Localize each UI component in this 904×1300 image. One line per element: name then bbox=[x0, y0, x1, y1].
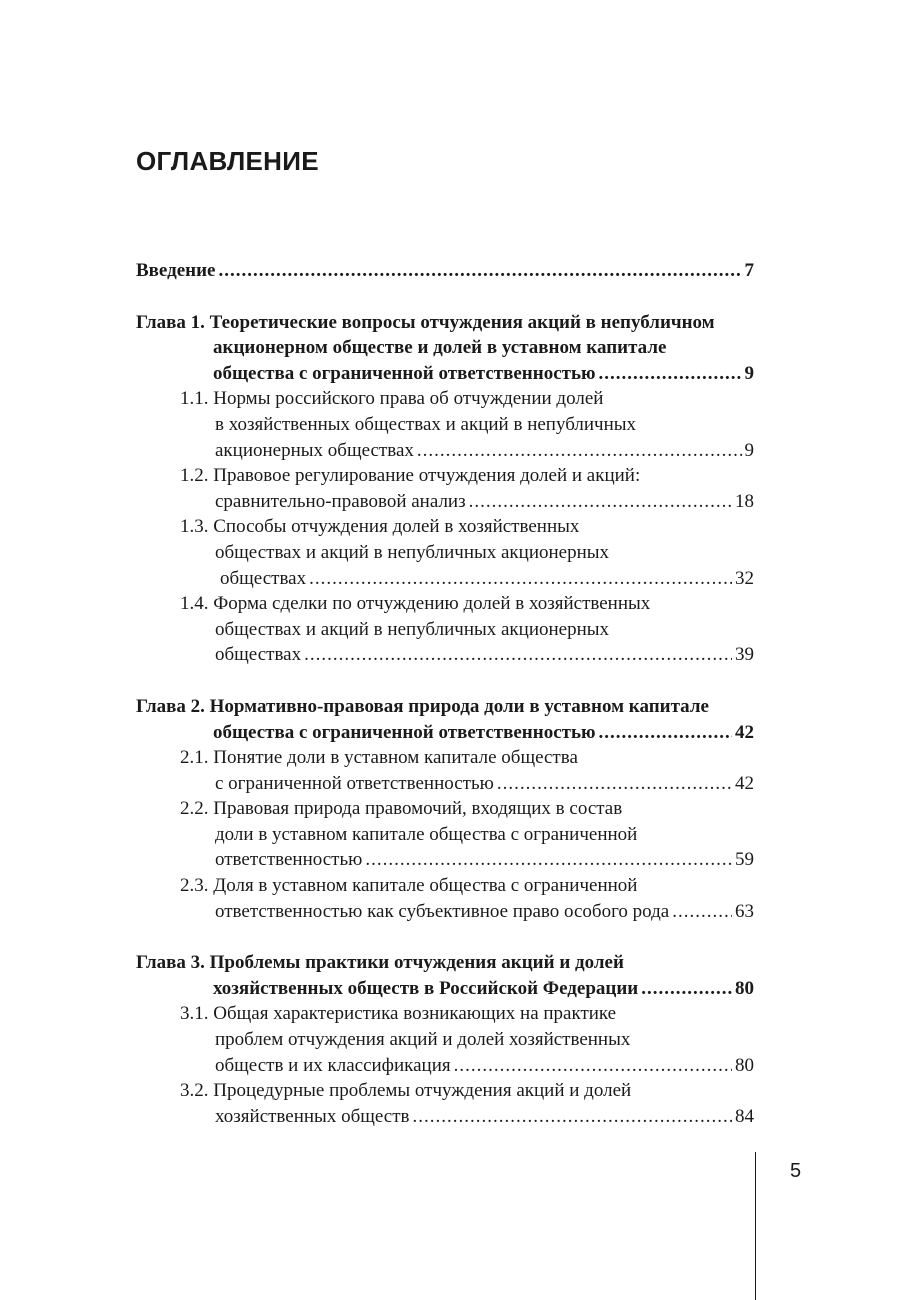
toc-section-1-1-line-3[interactable]: акционерных обществах ..... 9 bbox=[136, 438, 754, 464]
toc-section-3-2[interactable]: 3.2. Процедурные проблемы отчуждения акций и долей bbox=[180, 1080, 632, 1102]
dot-leader bbox=[641, 976, 732, 1002]
toc-page-number: 7 bbox=[744, 260, 754, 281]
toc-page-number: 80 bbox=[735, 1054, 754, 1076]
page-number: 5 bbox=[790, 1160, 802, 1182]
dot-leader bbox=[469, 489, 732, 515]
page-title: ОГЛАВЛЕНИЕ bbox=[136, 146, 319, 176]
toc-section-2-1[interactable]: 2.1. Понятие доли в уставном капитале общества bbox=[180, 747, 578, 769]
toc-chapter-1-line-2[interactable]: акционерном обществе и долей в уставном капитале bbox=[213, 337, 667, 359]
dot-leader bbox=[599, 361, 742, 387]
toc-section-3-2-line-2[interactable]: хозяйственных обществ ..... 84 bbox=[136, 1104, 754, 1130]
toc-section-1-2-line-2[interactable]: сравнительно-правовой анализ ..... 18 bbox=[136, 489, 754, 515]
toc-section-1-3[interactable]: 1.3. Способы отчуждения долей в хозяйственных bbox=[180, 516, 580, 538]
dot-leader bbox=[309, 566, 732, 592]
toc-chapter-1-line-1[interactable]: Глава 1. Теоретические вопросы отчуждения акций в непубличном bbox=[136, 311, 715, 333]
toc-section-1-2[interactable]: 1.2. Правовое регулирование отчуждения долей и акций: bbox=[180, 465, 641, 487]
toc-chapter-3-line-1[interactable]: Глава 3. Проблемы практики отчуждения акций и долей bbox=[136, 952, 624, 974]
toc-section-1-4-line-3[interactable]: обществах ..... 39 bbox=[136, 642, 754, 668]
dot-leader bbox=[672, 899, 732, 925]
toc-section-2-3-line-2[interactable]: ответственностью как субъективное право особого рода ..... 63 bbox=[136, 899, 754, 925]
toc-chapter-3-line-2[interactable]: хозяйственных обществ в Российской Федерации ..... 80 bbox=[136, 976, 754, 1002]
toc-page-number: 59 bbox=[735, 849, 754, 871]
toc-section-1-4-line-2[interactable]: обществах и акций в непубличных акционерных bbox=[215, 618, 610, 640]
dot-leader bbox=[454, 1053, 732, 1079]
toc-page-number: 42 bbox=[735, 721, 754, 743]
toc-page-number: 9 bbox=[744, 439, 754, 461]
toc-page-number: 63 bbox=[735, 900, 754, 922]
toc-page-number: 80 bbox=[735, 977, 754, 999]
dot-leader bbox=[599, 720, 732, 746]
toc-section-3-1-line-2[interactable]: проблем отчуждения акций и долей хозяйственных bbox=[215, 1029, 631, 1051]
toc-section-1-1[interactable]: 1.1. Нормы российского права об отчуждении долей bbox=[180, 388, 604, 410]
dot-leader bbox=[497, 771, 732, 797]
table-of-contents bbox=[136, 258, 754, 1129]
toc-page-number: 42 bbox=[735, 772, 754, 794]
toc-section-2-2-line-3[interactable]: ответственностью ..... 59 bbox=[136, 847, 754, 873]
toc-section-2-2[interactable]: 2.2. Правовая природа правомочий, входящих в состав bbox=[180, 798, 623, 820]
toc-entry-text: Введение bbox=[136, 260, 216, 281]
dot-leader bbox=[304, 642, 732, 668]
page-margin-rule bbox=[755, 1152, 756, 1300]
dot-leader bbox=[412, 1104, 732, 1130]
dot-leader bbox=[417, 438, 742, 464]
toc-page-number: 18 bbox=[735, 490, 754, 512]
toc-page-number: 39 bbox=[735, 644, 754, 666]
toc-chapter-2-line-1[interactable]: Глава 2. Нормативно-правовая природа доли в уставном капитале bbox=[136, 695, 709, 717]
toc-entry-intro[interactable] bbox=[136, 258, 754, 284]
dot-leader bbox=[365, 847, 732, 873]
toc-chapter-1-line-3[interactable]: общества с ограниченной ответственностью ..... 9 bbox=[136, 361, 754, 387]
toc-section-2-3[interactable]: 2.3. Доля в уставном капитале общества с ограниченной bbox=[180, 875, 638, 897]
toc-page-number: 32 bbox=[735, 567, 754, 589]
toc-section-1-3-line-2[interactable]: обществах и акций в непубличных акционерных bbox=[215, 541, 610, 563]
toc-chapter-2-line-2[interactable]: общества с ограниченной ответственностью ..... 42 bbox=[136, 720, 754, 746]
toc-section-1-4[interactable]: 1.4. Форма сделки по отчуждению долей в хозяйственных bbox=[180, 593, 651, 615]
toc-page-number: 9 bbox=[744, 362, 754, 384]
toc-section-3-1[interactable]: 3.1. Общая характеристика возникающих на практике bbox=[180, 1003, 617, 1025]
toc-section-3-1-line-3[interactable]: обществ и их классификация ..... 80 bbox=[136, 1053, 754, 1079]
toc-section-2-2-line-2[interactable]: доли в уставном капитале общества с ограниченной bbox=[215, 823, 638, 845]
toc-section-1-1-line-2[interactable]: в хозяйственных обществах и акций в непубличных bbox=[215, 413, 637, 435]
dot-leader bbox=[219, 258, 742, 284]
toc-section-1-3-line-3[interactable]: обществах ..... 32 bbox=[136, 566, 754, 592]
toc-page-number: 84 bbox=[735, 1105, 754, 1127]
toc-section-2-1-line-2[interactable]: с ограниченной ответственностью ..... 42 bbox=[136, 771, 754, 797]
